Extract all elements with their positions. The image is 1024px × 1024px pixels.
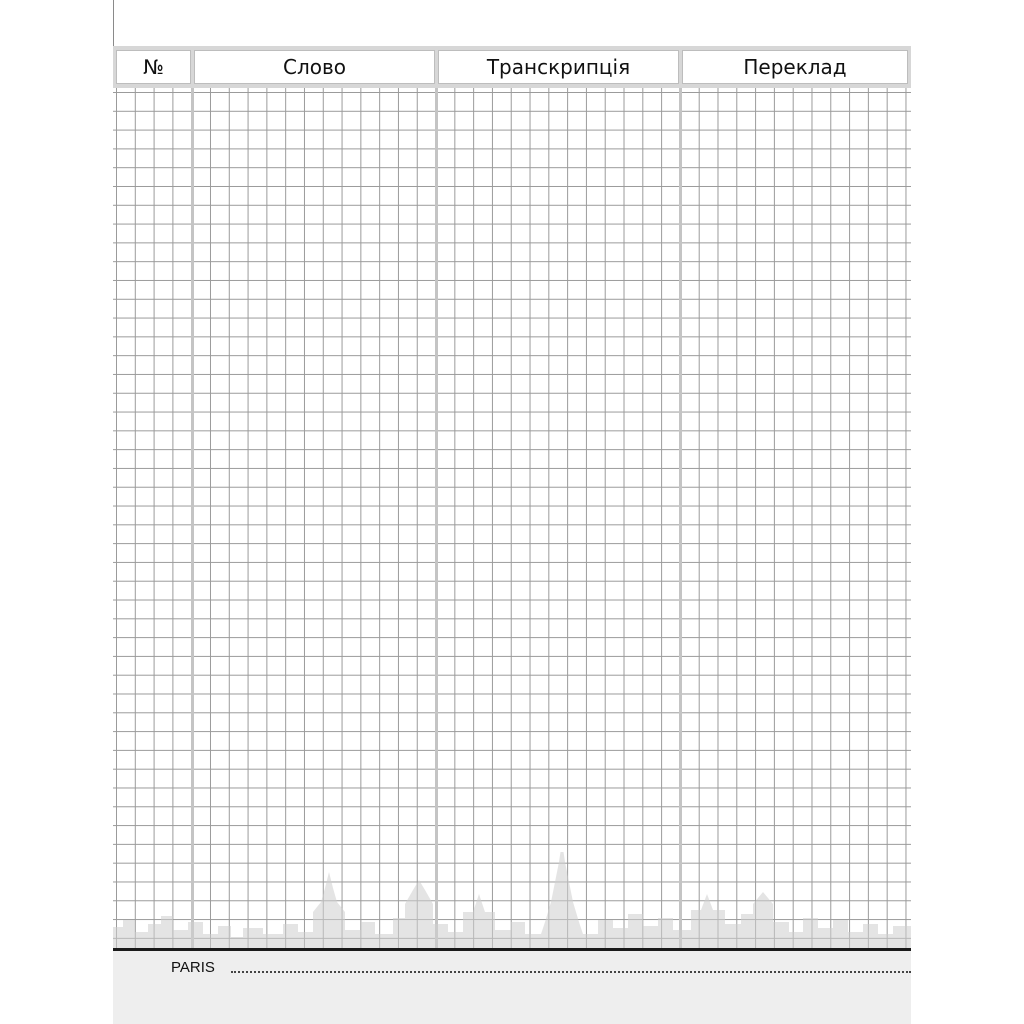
graph-paper-grid — [113, 88, 911, 982]
column-divider-2 — [435, 88, 438, 982]
footer-dotted-line — [231, 971, 911, 973]
header-word: Слово — [194, 50, 435, 84]
footer-title: PARIS — [171, 959, 215, 976]
column-divider-3 — [679, 88, 682, 982]
header-translation: Переклад — [682, 50, 908, 84]
header-transcription: Транскрипція — [438, 50, 679, 84]
header-number: № — [116, 50, 191, 84]
page-edge-line — [113, 0, 114, 48]
table-header-row — [113, 46, 911, 88]
vocabulary-sheet — [113, 46, 911, 1024]
column-divider-1 — [191, 88, 194, 982]
page-footer — [113, 951, 911, 1024]
